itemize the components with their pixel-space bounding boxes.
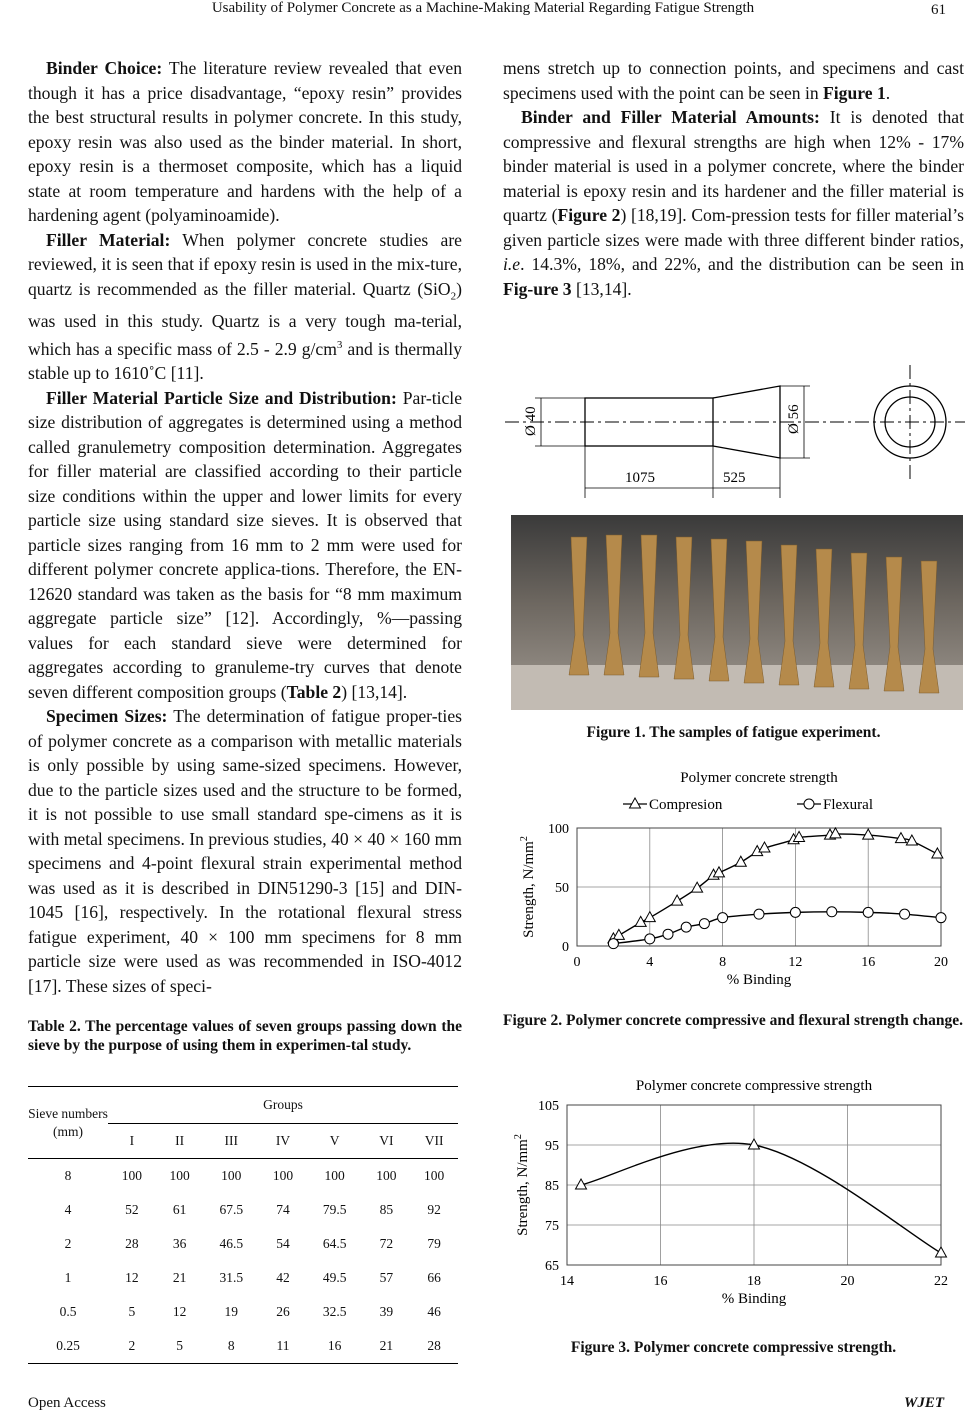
sieve-header-line: Sieve numbers — [28, 1105, 108, 1121]
table-cell: 42 — [276, 1270, 290, 1285]
dimension-d56: Ø 56 — [786, 404, 802, 434]
table-cell: 100 — [376, 1168, 397, 1183]
x-tick-label: 0 — [573, 955, 581, 970]
paragraph-specimen-sizes — [28, 704, 462, 998]
table-cell: 19 — [224, 1304, 239, 1319]
group-label: VII — [410, 1124, 458, 1159]
page-number: 61 — [931, 2, 946, 18]
specimens-photo-art — [511, 515, 963, 710]
paragraph-binder-choice — [28, 56, 462, 228]
series-line-compresion — [613, 834, 937, 939]
data-point-flexural — [699, 919, 709, 929]
x-tick-label: 4 — [646, 955, 654, 970]
y-tick-label: 105 — [538, 1099, 559, 1114]
table-cell: 67.5 — [219, 1202, 244, 1217]
y-tick-label: 50 — [555, 881, 569, 896]
data-point-flexural — [936, 913, 946, 923]
subscript: 2 — [450, 290, 457, 303]
table-cell: 100 — [423, 1168, 445, 1183]
legend-label: Flexural — [823, 797, 873, 813]
table-cell: 39 — [379, 1304, 394, 1319]
y-tick-label: 75 — [545, 1219, 559, 1234]
table-cell: 100 — [324, 1168, 345, 1183]
data-point-compresion — [863, 829, 874, 839]
table-cell: 64.5 — [322, 1236, 347, 1251]
x-tick-label: 8 — [719, 955, 727, 970]
x-axis-label: % Binding — [726, 972, 792, 988]
dimension-1075: 1075 — [625, 470, 655, 486]
y-tick-label: 65 — [545, 1259, 559, 1274]
x-tick-label: 20 — [934, 955, 948, 970]
group-label: III — [203, 1124, 259, 1159]
table-cell: 49.5 — [322, 1270, 347, 1285]
table-cell: 92 — [427, 1202, 441, 1217]
group-label: II — [156, 1124, 204, 1159]
paragraph-text: i.e — [503, 254, 521, 274]
data-point-flexural — [863, 907, 873, 917]
table-cell: 100 — [272, 1168, 294, 1183]
table-cell: 100 — [169, 1168, 190, 1183]
table-cell: 12 — [125, 1270, 139, 1285]
table-cell: 28 — [410, 1329, 458, 1364]
paragraph-filler-material — [28, 228, 462, 386]
paragraph-text: It is denoted that compressive and flexural strengths are high when 12% - 17% binder material is used in a polymer concrete, where the binder material is epoxy resin and its hardener and the filler material is quartz ( — [503, 107, 964, 225]
y-axis-label: Strength, $N/mm^2$ — [519, 836, 537, 938]
table-row — [28, 1261, 458, 1295]
paragraph-text: When polymer concrete studies are reviewed, it is seen that if epoxy resin is used in the mix-ture, quartz is recommended as the filler material. Quartz (SiO — [28, 229, 462, 299]
table-cell: 2 — [108, 1329, 156, 1364]
chart-title: Polymer concrete compressive strength — [635, 1078, 873, 1094]
table-row — [28, 1329, 458, 1364]
table-row — [28, 1193, 458, 1227]
paragraph-text: ) was used in this study. Quartz is a very tough ma-terial, which has a specific mass of 2.5 - 2.9 g/cm — [28, 278, 462, 359]
superscript: 3 — [336, 339, 343, 352]
paragraph-text: . 14.3%, 18%, and 22%, and the distribution can be seen in — [520, 254, 964, 274]
table-cell: 11 — [259, 1329, 307, 1364]
table-cell: 26 — [276, 1304, 290, 1319]
sieve-size-cell: 4 — [64, 1202, 72, 1217]
paragraph-text: . — [885, 82, 891, 103]
table-cell: 46.5 — [219, 1236, 244, 1251]
data-point-flexural — [608, 939, 618, 949]
right-column — [503, 56, 964, 301]
paragraph-text: ) [18,19]. Com-pression tests for filler material’s given particle sizes were made with three different binder ratios, — [503, 205, 964, 250]
y-tick-label: 85 — [545, 1179, 559, 1194]
table-cell: 57 — [379, 1270, 394, 1285]
table-cell: 100 — [121, 1168, 142, 1183]
paragraph-text: Par-ticle size distribution of aggregates is determined using a method called granulemetry composition determination. Aggregates for filler material are classified according to their particle size conditions within the upper and lower limits for every particle size using standard size sieves. It is observed that particle sizes ranging from 16 mm to 2 mm were used for different polymer concrete applica-tions. Therefore, the EN-12620 standard was taken as the basis for “8 mm maximum aggregate particle size” [12]. Accordingly, %—passing values for each standard sieve were determined for aggregates according to granuleme-try curves that denote seven different composition groups ( — [28, 387, 462, 702]
paragraph-heading: Binder Choice: — [46, 58, 163, 78]
paragraph-text: ) [13,14]. — [341, 681, 408, 702]
table-reference: Table 2 — [286, 681, 342, 702]
paragraph-heading: Filler Material Particle Size and Distribution: — [46, 387, 397, 408]
running-head: Usability of Polymer Concrete as a Machine-Making Material Regarding Fatigue Strength — [211, 0, 755, 16]
table-cell: 32.5 — [322, 1304, 347, 1319]
data-point-compresion — [613, 929, 624, 939]
table-cell: 85 — [379, 1202, 394, 1217]
data-point-flexural — [754, 909, 764, 919]
specimen-drawing — [505, 360, 965, 510]
data-point-flexural — [827, 907, 837, 917]
figure2-caption: Figure 2. Polymer concrete compressive and flexural strength change. — [503, 1012, 964, 1029]
x-tick-label: 18 — [747, 1274, 761, 1289]
table-cell: 12 — [172, 1304, 187, 1319]
paragraph-particle-size — [28, 386, 462, 705]
group-label: I — [108, 1124, 156, 1159]
group-label: V — [307, 1124, 363, 1159]
paragraph-text: and is thermally stable up to 1610˚C [11]. — [28, 338, 462, 384]
data-point-compresion — [644, 912, 655, 922]
table-cell: 61 — [172, 1202, 187, 1217]
table-cell: 72 — [379, 1236, 394, 1251]
paragraph-heading: Specimen Sizes: — [46, 706, 168, 727]
paragraph-binder-amounts — [503, 105, 964, 301]
x-tick-label: 22 — [934, 1274, 948, 1289]
data-point-flexural — [663, 929, 673, 939]
legend-marker — [804, 799, 814, 809]
dimension-525: 525 — [723, 470, 746, 486]
table-cell: 21 — [363, 1329, 411, 1364]
data-point-compresion — [735, 856, 746, 866]
sieve-size-cell: 2 — [64, 1236, 72, 1251]
sieve-size-cell: 8 — [64, 1168, 72, 1183]
paragraph-text: The determination of fatigue proper-ties of polymer concrete as a comparison with metallic materials is only possible by using same-sized specimens. However, due to the particle sizes used and the structure to be formed, it is not possible to use small standard spe-cimens as it is with metal specimens. In previous studies, 40 × 40 × 160 mm specimens and 4-point flexural strain experimental method was used as it is described in DIN51290-3 [15] and DIN-1045 [16], respectively. In the rotational flexural stress fatigue experiment, 40 × 100 mm specimens for 8 mm particle size were used as was recommended in ISO-4012 [17]. These sizes of speci- — [28, 706, 462, 996]
table-row — [28, 1295, 458, 1329]
table-body — [28, 1159, 458, 1364]
figure3-caption: Figure 3. Polymer concrete compressive strength. — [570, 1339, 897, 1356]
left-column — [28, 56, 462, 998]
sieve-table — [28, 1086, 458, 1364]
legend-label: Compresion — [649, 797, 723, 813]
data-point-flexural — [718, 913, 728, 923]
table-cell: 74 — [276, 1202, 290, 1217]
table-cell: 36 — [172, 1236, 187, 1251]
y-tick-label: 100 — [548, 822, 569, 837]
series-line-flexural — [613, 912, 941, 944]
figure2-chart — [505, 760, 965, 1000]
figure-reference: Figure 2 — [557, 205, 621, 225]
data-point-flexural — [900, 909, 910, 919]
y-tick-label: 95 — [545, 1139, 559, 1154]
table-cell: 31.5 — [219, 1270, 244, 1285]
figure-reference: Figure 1 — [823, 82, 886, 103]
x-axis-label: % Binding — [721, 1291, 787, 1307]
paragraph-heading: Filler Material: — [46, 229, 171, 250]
data-point-compresion — [672, 895, 683, 905]
paragraph-text: [13,14]. — [571, 278, 632, 299]
sieve-header — [28, 1087, 108, 1159]
figure-reference: Fig-ure 3 — [503, 278, 572, 299]
x-tick-label: 16 — [653, 1274, 668, 1289]
paragraph-text: mens stretch up to connection points, and specimens and cast specimens used with the point can be seen in — [503, 58, 964, 103]
group-label: IV — [259, 1124, 307, 1159]
table-row — [28, 1227, 458, 1261]
legend-marker — [630, 798, 641, 808]
table-caption: Table 2. The percentage values of seven groups passing down the sieve by the purpose of using them in experimen-tal study. — [28, 1018, 462, 1054]
chart-title: Polymer concrete strength — [680, 770, 838, 786]
figure1-caption: Figure 1. The samples of fatigue experiment. — [586, 724, 881, 741]
group-label: VI — [363, 1124, 411, 1159]
x-tick-label: 20 — [840, 1274, 855, 1289]
table-cell: 100 — [221, 1168, 242, 1183]
series-line-compressive — [581, 1143, 941, 1253]
table-cell: 52 — [125, 1202, 139, 1217]
data-point-flexural — [645, 934, 655, 944]
table-row — [28, 1159, 458, 1194]
paragraph-text: The literature review revealed that even though it has a price disadvantage, “epoxy resin” provides the best structural results in polymer concrete. In this study, epoxy resin was also used as the binder material. In short, epoxy resin is a thermoset composite, which has a liquid state at room temperature and hardens with the help of a hardening agent (polyaminoamide). — [28, 58, 462, 225]
table-cell: 16 — [307, 1329, 363, 1364]
table-cell: 5 — [156, 1329, 204, 1364]
y-tick-label: 0 — [562, 940, 569, 955]
data-point-flexural — [790, 907, 800, 917]
table-cell: 66 — [427, 1270, 441, 1285]
footer-open-access: Open Access — [28, 1395, 106, 1411]
data-point-flexural — [681, 922, 691, 932]
table-cell: 54 — [276, 1236, 290, 1251]
table-cell: 79 — [427, 1236, 441, 1251]
x-tick-label: 12 — [788, 955, 803, 970]
table-cell: 28 — [125, 1236, 139, 1251]
y-axis-label: Strength, $N/mm^2$ — [513, 1134, 531, 1236]
specimens-photo — [511, 515, 963, 710]
paragraph-continuation — [503, 56, 964, 105]
sieve-size-cell: 0.5 — [59, 1304, 77, 1319]
data-point-compressive — [936, 1247, 947, 1257]
sieve-header-unit: (mm) — [53, 1123, 83, 1139]
table-cell: 5 — [128, 1304, 136, 1319]
table-cell: 79.5 — [322, 1202, 347, 1217]
table-cell: 21 — [172, 1270, 187, 1285]
groups-header: Groups — [108, 1087, 458, 1124]
sieve-size-cell: 1 — [64, 1270, 72, 1285]
paragraph-heading: Binder and Filler Material Amounts: — [521, 107, 820, 127]
dimension-d40: Ø 40 — [523, 406, 539, 436]
table-cell: 8 — [203, 1329, 259, 1364]
x-tick-label: 14 — [560, 1274, 574, 1289]
table-cell: 46 — [427, 1304, 441, 1319]
footer-journal: WJET — [903, 1395, 944, 1411]
x-tick-label: 16 — [861, 955, 876, 970]
figure3-chart — [505, 1068, 965, 1328]
sieve-size-cell: 0.25 — [28, 1329, 108, 1364]
